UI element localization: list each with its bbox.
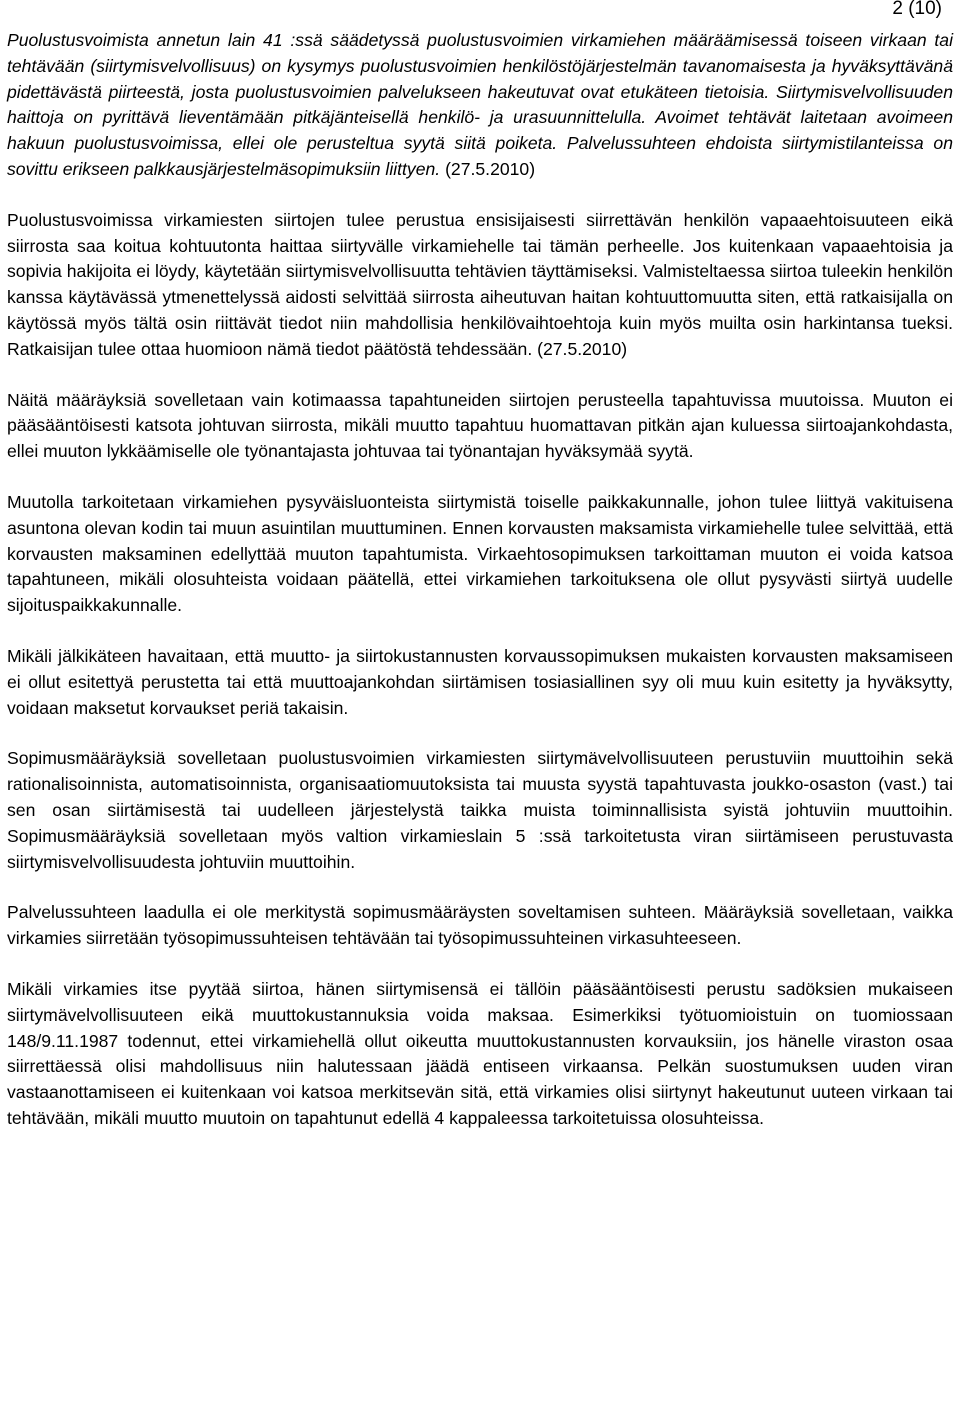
paragraph-5: Mikäli jälkikäteen havaitaan, että muutto- ja siirtokustannusten korvaussopimuksen mukaisten korvausten maksamiseen ei ollut esitettyä perustetta tai että muuttoajankohdan siirtämisen tosiasiallinen syy oli muu kuin esitetty ja hyväksytty, voidaan maksetut korvaukset periä takaisin. <box>7 645 953 718</box>
paragraph-8: Mikäli virkamies itse pyytää siirtoa, hänen siirtymisensä ei tällöin pääsääntöisesti perustu sadöksien mukaiseen siirtymävelvollisuuteen eikä muuttokustannuksia voida maksaa. Esimerkiksi työtuomioistuin on tuomiossaan 148/9.11.1987 todennut, ettei virkamiehellä ollut oikeutta muuttokustannusten korvauksiin, jos hänelle viraston osaa siirrettäessä olisi mahdollisuus niin halutessaan jäädä entiseen virkaansa. Pelkän suostumuksen uuden viran vastaanottamiseen ei kuitenkaan voi katsoa merkitsevän sitä, että virkamies olisi siirtynyt hakeutunut uuteen virkaan tai tehtävään, mikäli muutto muutoin on tapahtunut edellä 4 kappaleessa tarkoitetuissa olosuhteissa. <box>7 978 953 1128</box>
paragraph-7: Palvelussuhteen laadulla ei ole merkitystä sopimusmääräysten soveltamisen suhteen. Määräyksiä sovelletaan, vaikka virkamies siirretään työsopimussuhteisen tehtävään tai työsopimussuhteinen virkasuhteeseen. <box>7 902 953 949</box>
paragraph-6: Sopimusmääräyksiä sovelletaan puolustusvoimien virkamiesten siirtymävelvollisuuteen perustuviin muuttoihin sekä rationalisoinnista, automatisoinnista, organisaatiomuutoksista tai muusta syystä tapahtuvasta joukko-osaston (vast.) tai sen osan siirtämisestä tai uudelleen järjestelystä taikka muista toiminnallisista syistä johtuviin muuttoihin. Sopimusmääräyksiä sovelletaan myös valtion virkamieslain 5 :ssä tarkoitetusta viran siirtämiseen perustuvasta siirtymisvelvollisuudesta johtuviin muuttoihin. <box>7 748 953 872</box>
paragraph-1-date: (27.5.2010) <box>440 158 536 179</box>
paragraph-1 <box>7 28 953 183</box>
paragraph-3: Näitä määräyksiä sovelletaan vain kotimaassa tapahtuneiden siirtojen perusteella tapahtuvissa muutoissa. Muuton ei pääsääntöisesti katsota johtuvan siirrosta, mikäli muutto tapahtuu huomattavan pitkän ajan kuluessa siirtoajankohdasta, ellei muuton lykkäämiselle ole työnantajasta johtuvaa tai työnantajan hyväksymää syytä. <box>7 389 953 462</box>
document-body <box>7 28 953 1157</box>
paragraph-2: Puolustusvoimissa virkamiesten siirtojen tulee perustua ensisijaisesti siirrettävän henkilön vapaaehtoisuuteen eikä siirrosta saa koitua kohtuutonta haittaa siirtyvälle virkamiehelle tai tämän perheelle. Jos kuitenkaan vapaaehtoisia ja sopivia hakijoita ei löydy, käytetään siirtymisvelvollisuutta tehtävien täyttämiseksi. Valmisteltaessa siirtoa tuleekin henkilön kanssa käytävässä ytmenettelyssä aidosti selvittää siirrosta aiheutuvan haitan kohtuuttomuutta siten, että ratkaisijalla on käytössä myös tältä osin riittävät tiedot niin mahdollisia henkilövaihtoehtoja kuin myös muilta osin harkintansa tueksi. Ratkaisijan tulee ottaa huomioon nämä tiedot päätöstä tehdessään. (27.5.2010) <box>7 209 953 359</box>
paragraph-4: Muutolla tarkoitetaan virkamiehen pysyväisluonteista siirtymistä toiselle paikkakunnalle, johon tulee liittyä vakituisena asuntona olevan kodin tai muun asuintilan muuttuminen. Ennen korvausten maksamista virkamiehelle tulee selvittää, että korvausten maksaminen edellyttää muuton tapahtumista. Virkaehtosopimuksen tarkoittaman muuton ei voida katsoa tapahtuneen, mikäli olosuhteista voidaan päätellä, ettei virkamiehen tarkoituksena ole ollut pysyvästi siirtyä uudelle sijoituspaikkakunnalle. <box>7 491 953 616</box>
page-number: 2 (10) <box>892 0 942 19</box>
paragraph-1-italic-text: Puolustusvoimista annetun lain 41 :ssä säädetyssä puolustusvoimien virkamiehen määräämisessä toiseen virkaan tai tehtävään (siirtymisvelvollisuus) on kysymys puolustusvoimien henkilöstöjärjestelmän tavanomaisesta ja hyväksyttävänä pidettävästä piirteestä, josta puolustusvoimien palvelukseen hakeutuvat ovat etukäteen tietoisia. Siirtymisvelvollisuuden haittoja on pyrittävä lieventämään pitkäjänteisellä henkilö- ja urasuunnittelulla. Avoimet tehtävät laitetaan avoimeen hakuun puolustusvoimissa, ellei ole perusteltua syytä siitä poiketa. Palvelussuhteen ehdoista siirtymistilanteissa on sovittu erikseen palkkausjärjestelmäsopimuksiin liittyen. <box>7 30 953 179</box>
